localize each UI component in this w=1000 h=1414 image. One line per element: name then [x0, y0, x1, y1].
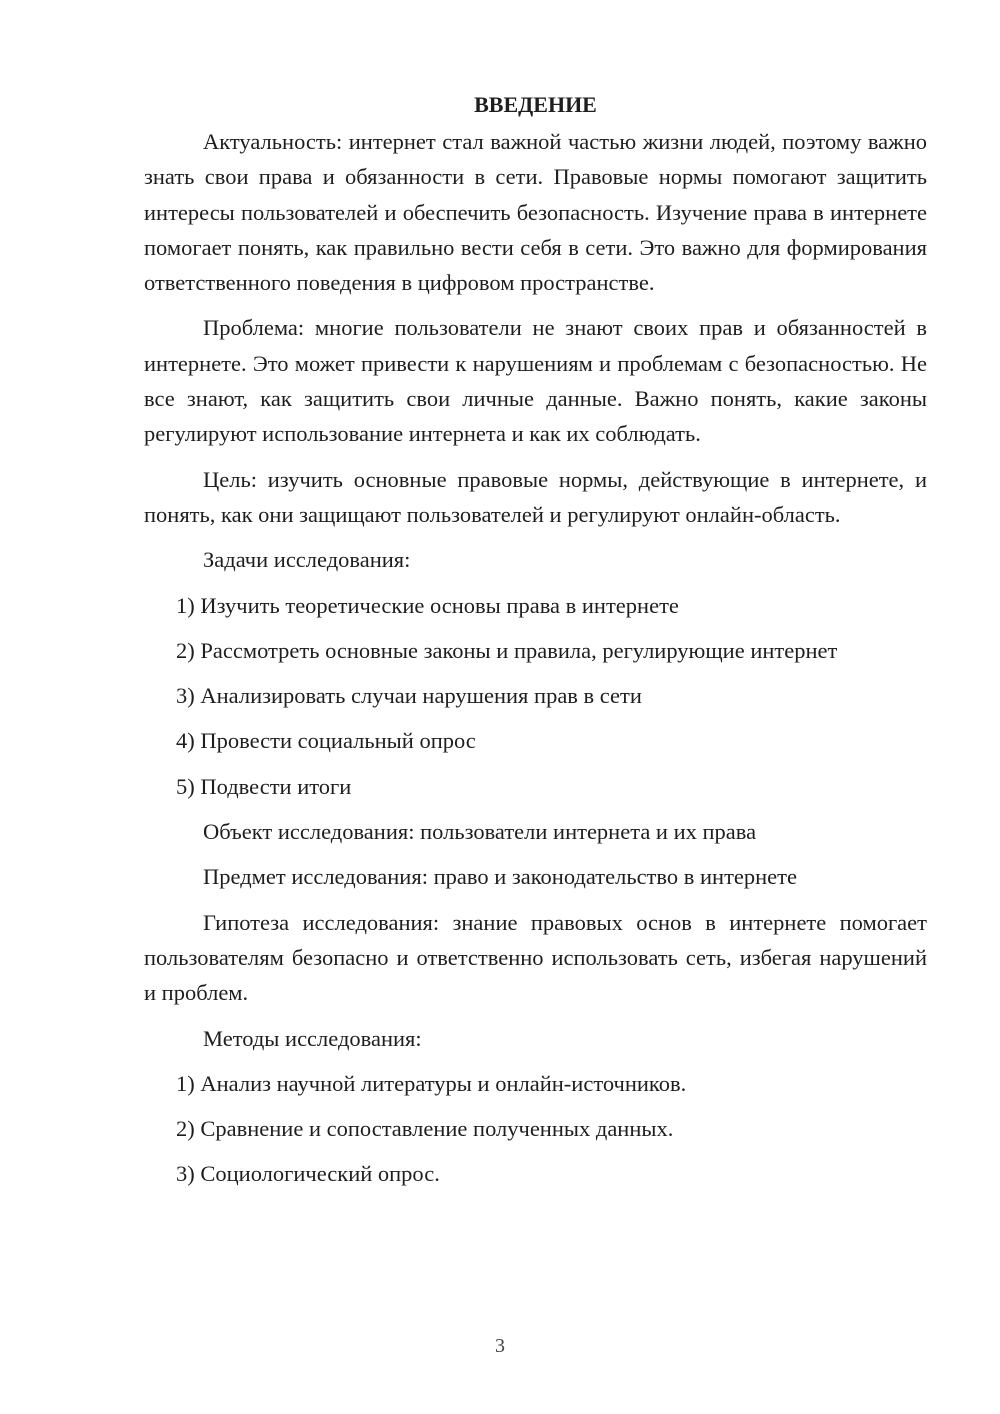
method-item-2: 2) Сравнение и сопоставление полученных данных. [176, 1116, 674, 1142]
problem-paragraph: Проблема: многие пользователи не знают своих прав и обязанностей в интернете. Это может привести к нарушениям и проблемам с безопасностью. Не все знают, как защитить свои личные данные. Важно понять, какие законы регулируют использование интернета и как их соблюдать. [144, 315, 927, 447]
task-item-2: 2) Рассмотреть основные законы и правила, регулирующие интернет [176, 637, 838, 663]
hypothesis-paragraph: Гипотеза исследования: знание правовых основ в интернете помогает пользователям безопасно и ответственно использовать сеть, избегая нарушений и проблем. [144, 909, 927, 1006]
document-page [144, 90, 927, 1202]
methods-label: Методы исследования: [203, 1025, 422, 1051]
task-item-3: 3) Анализировать случаи нарушения прав в сети [176, 683, 642, 709]
relevance-paragraph: Актуальность: интернет стал важной частью жизни людей, поэтому важно знать свои права и обязанности в сети. Правовые нормы помогают защитить интересы пользователей и обеспечить безопасность. Изучение права в интернете помогает понять, как правильно вести себя в сети. Это важно для формирования ответственного поведения в цифровом пространстве. [144, 129, 927, 296]
research-subject: Предмет исследования: право и законодательство в интернете [203, 864, 797, 890]
task-item-1: 1) Изучить теоретические основы права в интернете [176, 592, 679, 618]
page-number: 3 [495, 1335, 505, 1357]
task-item-4: 4) Провести социальный опрос [176, 728, 476, 754]
research-object: Объект исследования: пользователи интернета и их права [203, 819, 757, 845]
task-item-5: 5) Подвести итоги [176, 773, 352, 799]
goal-paragraph: Цель: изучить основные правовые нормы, действующие в интернете, и понять, как они защищают пользователей и регулируют онлайн-область. [144, 466, 927, 527]
method-item-3: 3) Социологический опрос. [176, 1161, 440, 1187]
tasks-label: Задачи исследования: [203, 547, 411, 573]
section-title: ВВЕДЕНИЕ [474, 92, 597, 117]
method-item-1: 1) Анализ научной литературы и онлайн-источников. [176, 1070, 687, 1096]
